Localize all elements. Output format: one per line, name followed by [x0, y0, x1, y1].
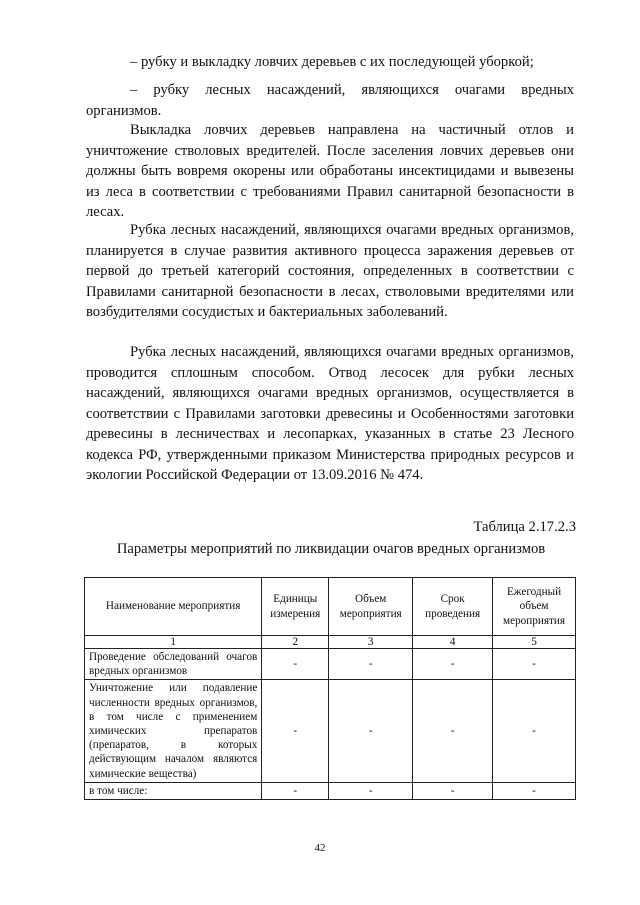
table-row	[85, 680, 576, 782]
table-header-row	[85, 578, 576, 636]
cell-value: -	[262, 782, 329, 799]
cell-value: -	[493, 680, 576, 782]
page-number: 42	[314, 842, 326, 854]
header-volume: Объем мероприятия	[329, 578, 413, 636]
paragraph-felling-method: Рубка лесных насаждений, являющихся очагами вредных организмов, проводится сплошным способом. Отвод лесосек для рубки лесных насаждений, являющихся очагами вредных организмов, осуществляется в соответствии с Правилами заготовки древесины и Особенностями заготовки древесины в лесничествах и лесопарках, указанных в статье 23 Лесного кодекса РФ, утвержденными приказом Министерства природных ресурсов и экологии Российской Федерации от 13.09.2016 № 474.	[86, 344, 574, 483]
cell-value: -	[262, 680, 329, 782]
paragraph-list-item-2: – рубку лесных насаждений, являющихся очагами вредных организмов.	[86, 82, 574, 119]
cell-value: -	[262, 649, 329, 680]
cell-value: -	[493, 782, 576, 799]
header-name: Наименование мероприятия	[85, 578, 262, 636]
cell-value: -	[413, 680, 493, 782]
paragraph-decoy-trees: Выкладка ловчих деревьев направлена на частичный отлов и уничтожение стволовых вредителей. После заселения ловчих деревьев они должны быть вовремя окорены или обработаны инсектицидами и вывезены из леса в соответствии с требованиями Правил санитарной безопасности в лесах.	[86, 122, 574, 220]
header-units: Единицы измерения	[262, 578, 329, 636]
col-number: 3	[329, 636, 413, 649]
cell-value: -	[413, 782, 493, 799]
table-row	[85, 649, 576, 680]
cell-value: -	[329, 680, 413, 782]
col-number: 4	[413, 636, 493, 649]
cell-value: -	[493, 649, 576, 680]
header-period: Срок проведения	[413, 578, 493, 636]
col-number: 5	[493, 636, 576, 649]
table-title: Параметры мероприятий по ликвидации очагов вредных организмов	[116, 541, 546, 557]
col-number: 1	[85, 636, 262, 649]
table-row	[85, 782, 576, 799]
header-annual-volume: Ежегодный объем мероприятия	[493, 578, 576, 636]
table-label: Таблица 2.17.2.3	[473, 519, 576, 535]
paragraph-felling-plan: Рубка лесных насаждений, являющихся очагами вредных организмов, планируется в случае развития активного процесса заражения деревьев от первой до третьей категорий состояния, определенных в соответствии с Правилами санитарной безопасности в лесах, стволовыми вредителями или возбудителями сосудистых и бактериальных заболеваний.	[86, 222, 574, 320]
table-number-row	[85, 636, 576, 649]
measures-table	[84, 577, 576, 800]
cell-value: -	[413, 649, 493, 680]
col-number: 2	[262, 636, 329, 649]
row-name: в том числе:	[85, 782, 262, 799]
cell-value: -	[329, 649, 413, 680]
row-name: Уничтожение или подавление численности вредных организмов, в том числе с применением химических препаратов (препаратов, в которых действующим началом являются химические вещества)	[85, 680, 262, 782]
row-name: Проведение обследований очагов вредных организмов	[85, 649, 262, 680]
paragraph-list-item-1: – рубку и выкладку ловчих деревьев с их последующей уборкой;	[130, 54, 534, 70]
cell-value: -	[329, 782, 413, 799]
